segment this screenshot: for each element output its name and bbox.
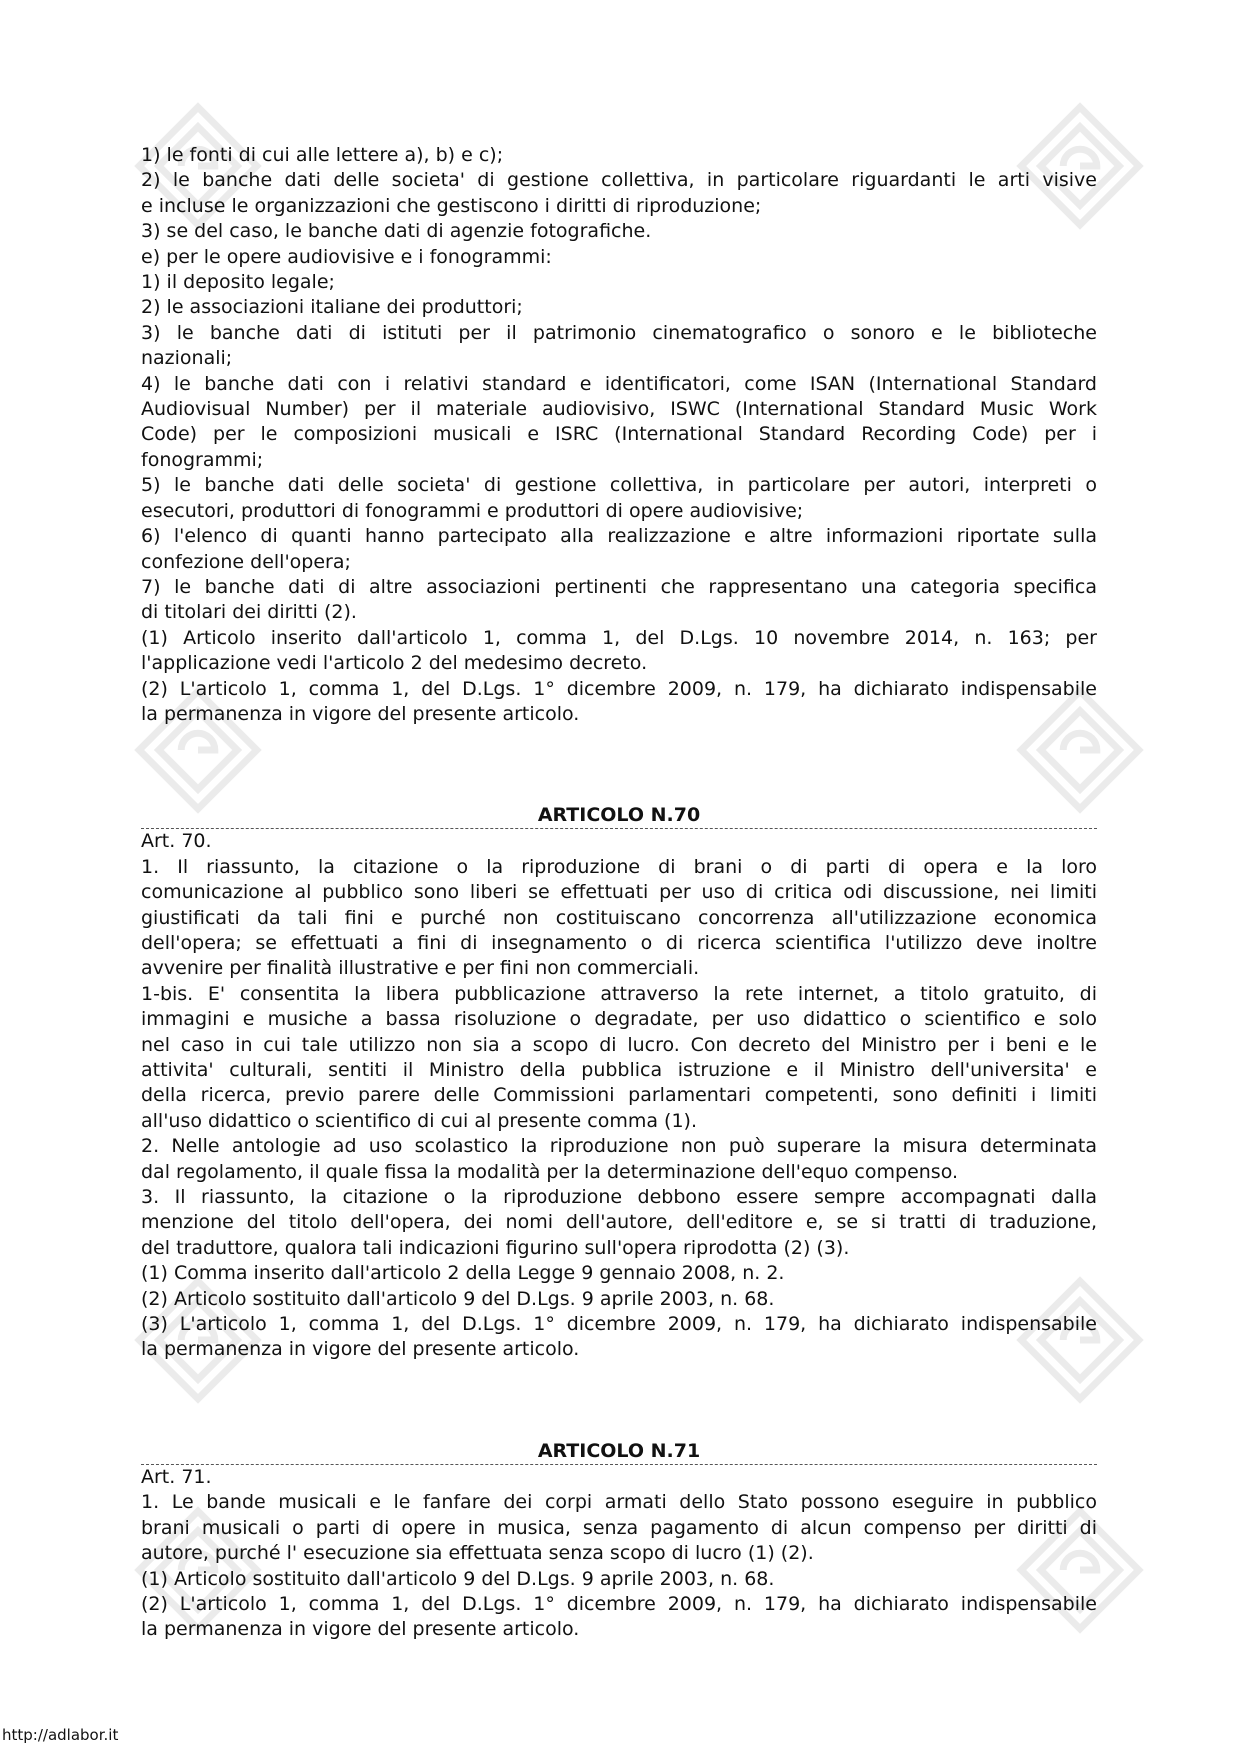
- article-69-line: e) per le opere audiovisive e i fonogrammi:: [141, 245, 552, 268]
- article-70-body: [141, 829, 1097, 1363]
- article-71-line: (1) Articolo sostituito dall'articolo 9 del D.Lgs. 9 aprile 2003, n. 68.: [141, 1567, 775, 1590]
- article-70-line: 1. Il riassunto, la citazione o la riproduzione di brani o di parti di opera e la loro: [141, 855, 1097, 878]
- article-70-line: attivita' culturali, sentiti il Ministro della pubblica istruzione e il Ministro dell'universita' e: [141, 1059, 1097, 1081]
- article-70-heading: ARTICOLO N.70: [141, 803, 1097, 829]
- article-70-line: nel caso in cui tale utilizzo non sia a scopo di lucro. Con decreto del Ministro per i beni e le: [141, 1033, 1097, 1056]
- article-69-line: Code) per le composizioni musicali e ISRC (International Standard Recording Code) per i: [141, 423, 1097, 446]
- article-71-body: [141, 1465, 1097, 1643]
- article-70-line: del traduttore, qualora tali indicazioni figurino sull'opera riprodotta (2) (3).: [141, 1236, 850, 1259]
- article-70-line: Art. 70.: [141, 830, 212, 853]
- article-69-line: (1) Articolo inserito dall'articolo 1, comma 1, del D.Lgs. 10 novembre 2014, n. 163; per: [141, 626, 1097, 649]
- article-71-line: brani musicali o parti di opere in musica, senza pagamento di alcun compenso per diritti di: [141, 1516, 1097, 1539]
- article-70-line: 1-bis. E' consentita la libera pubblicazione attraverso la rete internet, a titolo gratuito, di: [141, 982, 1097, 1005]
- article-69-line: 1) il deposito legale;: [141, 271, 335, 294]
- article-69-line: 3) se del caso, le banche dati di agenzie fotografiche.: [141, 220, 652, 243]
- article-70-line: (3) L'articolo 1, comma 1, del D.Lgs. 1° dicembre 2009, n. 179, ha dichiarato indispensabile: [141, 1313, 1097, 1336]
- article-69-line: fonogrammi;: [141, 448, 264, 471]
- article-70-line: dal regolamento, il quale fissa la modalità per la determinazione dell'equo compenso.: [141, 1160, 959, 1183]
- article-70-line: avvenire per finalità illustrative e per fini non commerciali.: [141, 957, 700, 980]
- article-69-line: confezione dell'opera;: [141, 550, 351, 573]
- article-71-heading: ARTICOLO N.71: [141, 1439, 1097, 1465]
- article-69-line: di titolari dei diritti (2).: [141, 601, 357, 624]
- article-70-line: comunicazione al pubblico sono liberi se effettuati per uso di critica odi discussione, nei limiti: [141, 881, 1097, 904]
- article-69-line: 2) le associazioni italiane dei produttori;: [141, 296, 523, 319]
- footer-url[interactable]: http://adlabor.it: [2, 1726, 119, 1744]
- article-69-line: 2) le banche dati delle societa' di gestione collettiva, in particolare riguardanti le arti visive: [141, 169, 1097, 192]
- article-70-line: (2) Articolo sostituito dall'articolo 9 del D.Lgs. 9 aprile 2003, n. 68.: [141, 1287, 775, 1310]
- article-70-line: giustificati da tali fini e purché non costituiscano concorrenza all'utilizzazione economica: [141, 906, 1097, 929]
- article-71-line: autore, purché l' esecuzione sia effettuata senza scopo di lucro (1) (2).: [141, 1542, 814, 1565]
- article-69-line: e incluse le organizzazioni che gestiscono i diritti di riproduzione;: [141, 194, 762, 217]
- article-69-line: 1) le fonti di cui alle lettere a), b) e c);: [141, 144, 504, 166]
- article-71-line: 1. Le bande musicali e le fanfare dei corpi armati dello Stato possono eseguire in pubblico: [141, 1491, 1097, 1514]
- article-70-line: dell'opera; se effettuati a fini di insegnamento o di ricerca scientifica l'utilizzo deve inoltre: [141, 931, 1097, 954]
- article-70-line: della ricerca, previo parere delle Commissioni parlamentari competenti, sono definiti i limiti: [141, 1084, 1097, 1107]
- article-71-line: Art. 71.: [141, 1465, 212, 1488]
- article-69-line: 4) le banche dati con i relativi standard e identificatori, come ISAN (International Standard: [141, 372, 1097, 395]
- article-69-line: esecutori, produttori di fonogrammi e produttori di opere audiovisive;: [141, 499, 804, 522]
- article-69-line: 6) l'elenco di quanti hanno partecipato alla realizzazione e altre informazioni riportate sulla: [141, 525, 1097, 548]
- article-71-line: la permanenza in vigore del presente articolo.: [141, 1618, 580, 1641]
- article-70-line: menzione del titolo dell'opera, dei nomi dell'autore, dell'editore e, se si tratti di traduzione,: [141, 1211, 1097, 1234]
- article-70-line: immagini e musiche a bassa risoluzione o degradate, per uso didattico o scientifico e solo: [141, 1008, 1097, 1031]
- article-69-line: 7) le banche dati di altre associazioni pertinenti che rappresentano una categoria specifica: [141, 575, 1097, 598]
- article-70-line: 3. Il riassunto, la citazione o la riproduzione debbono essere sempre accompagnati dalla: [141, 1186, 1097, 1209]
- article-69-line: 5) le banche dati delle societa' di gestione collettiva, in particolare per autori, interpreti o: [141, 474, 1097, 497]
- section-spacer: [141, 1363, 1097, 1439]
- article-69-line: 3) le banche dati di istituti per il patrimonio cinematografico o sonoro e le biblioteche: [141, 321, 1097, 344]
- article-70-line: all'uso didattico o scientifico di cui al presente comma (1).: [141, 1109, 698, 1132]
- article-70-line: (1) Comma inserito dall'articolo 2 della Legge 9 gennaio 2008, n. 2.: [141, 1262, 785, 1285]
- article-69-line: la permanenza in vigore del presente articolo.: [141, 702, 580, 725]
- article-69-line: l'applicazione vedi l'articolo 2 del medesimo decreto.: [141, 652, 648, 675]
- article-70-line: la permanenza in vigore del presente articolo.: [141, 1338, 580, 1361]
- article-69-line: (2) L'articolo 1, comma 1, del D.Lgs. 1° dicembre 2009, n. 179, ha dichiarato indispensabile: [141, 677, 1097, 700]
- article-71-line: (2) L'articolo 1, comma 1, del D.Lgs. 1° dicembre 2009, n. 179, ha dichiarato indispensabile: [141, 1592, 1097, 1615]
- article-70-line: 2. Nelle antologie ad uso scolastico la riproduzione non può superare la misura determinata: [141, 1135, 1097, 1158]
- document-body: [141, 143, 1097, 1643]
- article-69-line: Audiovisual Number) per il materiale audiovisivo, ISWC (International Standard Music Work: [141, 398, 1097, 421]
- article-69-continuation: [141, 143, 1097, 727]
- article-69-line: nazionali;: [141, 347, 233, 370]
- section-spacer: [141, 727, 1097, 803]
